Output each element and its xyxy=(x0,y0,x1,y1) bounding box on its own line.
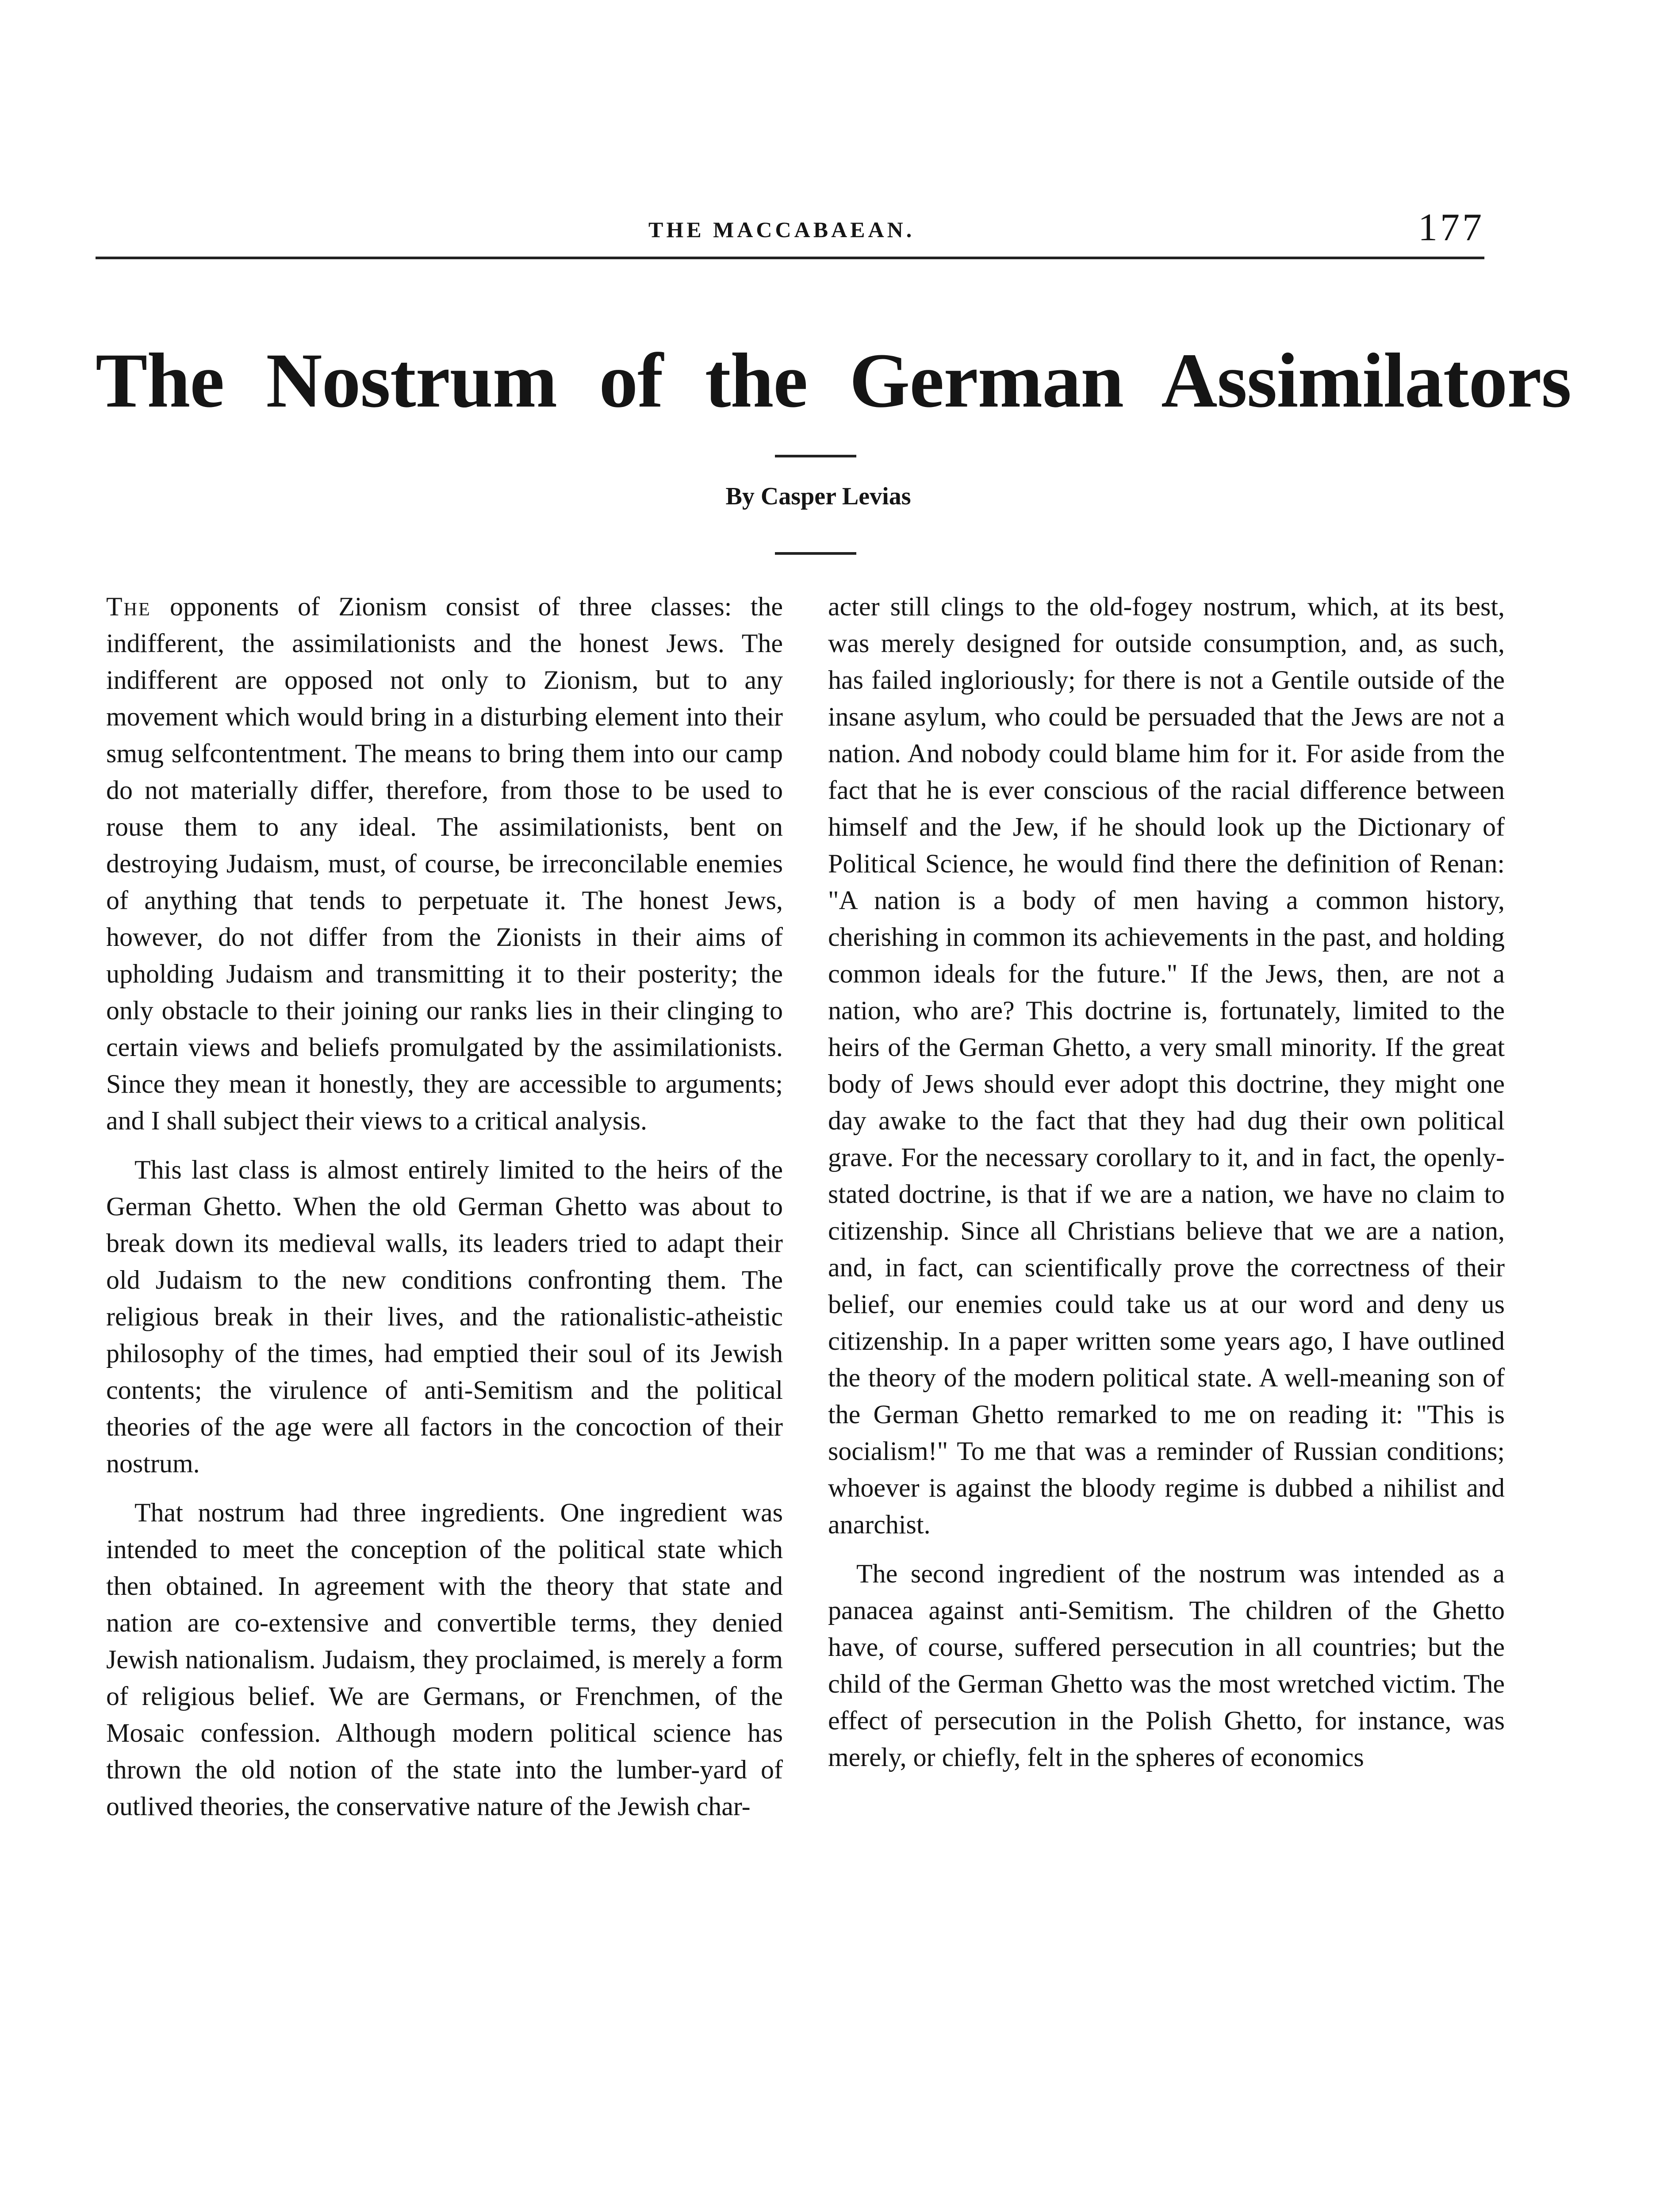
running-head xyxy=(96,206,1484,257)
paragraph-text: opponents of Zionism consist of three classes: the indifferent, the assimilationists and the honest Jews. The indifferent are opposed not only to Zionism, but to any movement which would bring in a disturbing element into their smug selfcontentment. The means to bring them into our camp do not materially differ, therefore, from those to be used to rouse them to any ideal. The assimilationists, bent on destroying Judaism, must, of course, be irreconcilable enemies of anything that tends to perpetuate it. The honest Jews, however, do not differ from the Zionists in their aims of upholding Judaism and transmitting it to their posterity; the only obstacle to their joining our ranks lies in their clinging to certain views and beliefs promulgated by the assimilationists. Since they mean it honestly, they are accessible to arguments; and I shall subject their views to a critical analysis. xyxy=(106,592,783,1135)
paragraph: That nostrum had three ingredients. One ingredient was intended to meet the conception of the political state which then obtained. In agreement with the theory that state and nation are co-extensive and convertible terms, they denied Jewish nationalism. Judaism, they proclaimed, is merely a form of religious belief. We are Germans, or Frenchmen, of the Mosaic confession. Although modern political science has thrown the old notion of the state into the lumber-yard of outlived theories, the conservative nature of the Jewish char- xyxy=(106,1498,783,1821)
right-column xyxy=(828,588,1505,1788)
byline-divider xyxy=(775,552,856,555)
paragraph: The second ingredient of the nostrum was intended as a panacea against anti-Semitism. The children of the Ghetto have, of course, suffered persecution in all countries; but the child of the German Ghetto was the most wretched victim. The effect of persecution in the Polish Ghetto, for instance, was merely, or chiefly, felt in the spheres of economics xyxy=(828,1559,1505,1772)
page-number: 177 xyxy=(1418,206,1484,249)
article-title: The Nostrum of the German Assimilators xyxy=(96,338,1571,424)
paragraph: acter still clings to the old-fogey nostrum, which, at its best, was merely designed for outside consumption, and, as such, has failed ingloriously; for there is not a Gentile outside of the insane asylum, who could be persuaded that the Jews are not a nation. And nobody could blame him for it. For aside from the fact that he is ever conscious of the racial difference between himself and the Jew, if he should look up the Dictionary of Political Science, he would find there the definition of Renan: "A nation is a body of men having a common history, cherishing in common its achievements in the past, and holding common ideals for the future." If the Jews, then, are not a nation, who are? This doctrine is, fortunately, limited to the heirs of the German Ghetto, a very small minority. If the great body of Jews should ever adopt this doctrine, they might one day awake to the fact that they had dug their own political grave. For the necessary corollary to it, and in fact, the openly-stated doctrine, is that if we are a nation, we have no claim to citizenship. Since all Christians believe that we are a nation, and, in fact, can scientifically prove the correctness of their belief, our enemies could take us at our word and deny us citizenship. In a paper written some years ago, I have outlined the theory of the modern political state. A well-meaning son of the German Ghetto remarked to me on reading it: "This is socialism!" To me that was a reminder of Russian conditions; whoever is against the bloody regime is dubbed a nihilist and anarchist. xyxy=(828,592,1505,1539)
paragraph xyxy=(106,588,783,1139)
byline: By Casper Levias xyxy=(725,483,911,510)
paragraph: This last class is almost entirely limited to the heirs of the German Ghetto. When the old German Ghetto was about to break down its medieval walls, its leaders tried to adapt their old Judaism to the new conditions confronting them. The religious break in their lives, and the rationalistic-atheistic philosophy of the times, had emptied their soul of its Jewish contents; the virulence of anti-Semitism and the political theories of the age were all factors in the concoction of their nostrum. xyxy=(106,1155,783,1478)
header-rule xyxy=(96,257,1484,259)
left-column xyxy=(106,588,783,1837)
title-divider xyxy=(775,455,856,457)
journal-name: THE MACCABAEAN. xyxy=(648,217,915,242)
lead-word: The xyxy=(106,592,151,621)
